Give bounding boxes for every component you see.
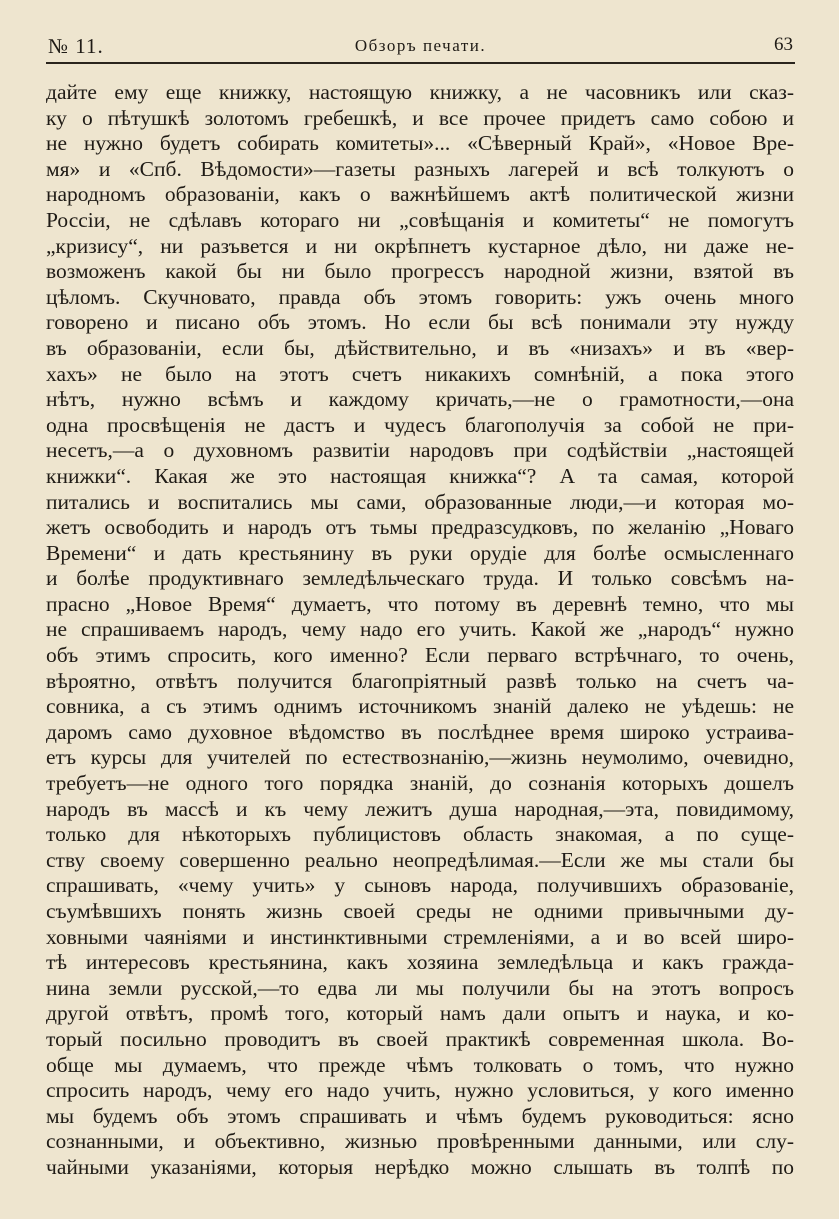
text-line: Времени“ и дать крестьянину въ руки орудіе для болѣе осмысленнаго: [46, 540, 794, 565]
text-line: совника, а съ этимъ однимъ источникомъ знаній далеко не уѣдешь: не: [46, 694, 794, 719]
text-line: съумѣвшихъ понять жизнь своей среды не одними привычными ду-: [46, 899, 794, 923]
text-line: и болѣе продуктивнаго земледѣльческаго труда. И только совсѣмъ на-: [46, 566, 794, 591]
text-line: народномъ образованіи, какъ о важнѣйшемъ актѣ политической жизни: [46, 182, 794, 207]
text-line: другой отвѣтъ, промѣ того, который намъ дали опытъ и наука, и ко-: [46, 1001, 794, 1026]
text-line: питались и воспитались мы сами, образованные люди,—и которая мо-: [46, 489, 794, 514]
body-text: [46, 80, 794, 1181]
text-line: торый посильно проводитъ въ своей практикѣ современная школа. Во-: [46, 1026, 794, 1051]
text-line: въ образованіи, если бы, дѣйствительно, и въ «низахъ» и въ «вер-: [46, 335, 794, 360]
text-line: нина земли русской,—то едва ли мы получили бы на этотъ вопросъ: [46, 975, 794, 1000]
text-line: мы будемъ объ этомъ спрашивать и чѣмъ будемъ руководиться: ясно: [46, 1103, 794, 1128]
header-rule: [46, 62, 795, 64]
text-line: цѣломъ. Скучновато, правда объ этомъ говорить: ужъ очень много: [46, 284, 794, 309]
page-number: 63: [774, 34, 793, 55]
text-line: хахъ» не было на этотъ счетъ никакихъ сомнѣній, а пока этого: [46, 361, 794, 386]
text-line: объ этимъ спросить, кого именно? Если перваго встрѣчнаго, то очень,: [46, 643, 794, 668]
text-line: несетъ,—а о духовномъ развитіи народовъ при содѣйствіи „настоящей: [46, 438, 794, 463]
text-line: дайте ему еще книжку, настоящую книжку, а не часовникъ или сказ-: [46, 80, 794, 104]
text-line: прасно „Новое Время“ думаетъ, что потому въ деревнѣ темно, что мы: [46, 591, 794, 616]
text-line: ку о пѣтушкѣ золотомъ гребешкѣ, и все прочее придетъ само собою и: [46, 105, 794, 130]
text-line: только для нѣкоторыхъ публицистовъ область знакомая, а по суще-: [46, 822, 794, 847]
text-line: етъ курсы для учителей по естествознанію,—жизнь неумолимо, очевидно,: [46, 745, 794, 770]
text-line: обще мы думаемъ, что прежде чѣмъ толковать о томъ, что нужно: [46, 1052, 794, 1077]
text-line: чайными указаніями, которыя нерѣдко можно слышать въ толпѣ по: [46, 1154, 794, 1179]
text-line: не спрашиваемъ народъ, чему надо его учить. Какой же „народъ“ нужно: [46, 617, 794, 642]
page-header: [46, 30, 795, 62]
text-line: говорено и писано объ этомъ. Но если бы всѣ понимали эту нужду: [46, 310, 794, 335]
text-line: спрашивать, «чему учить» у сыновъ народа, получившихъ образованіе,: [46, 873, 794, 898]
text-line: спросить народъ, чему его надо учить, нужно условиться, у кого именно: [46, 1078, 794, 1103]
text-line: тѣ интересовъ крестьянина, какъ хозяина земледѣльца и какъ гражда-: [46, 950, 794, 975]
text-line: народъ въ массѣ и къ чему лежитъ душа народная,—эта, повидимому,: [46, 796, 794, 821]
text-line: жетъ освободить и народъ отъ тьмы предразсудковъ, по желанію „Новаго: [46, 515, 794, 540]
text-line: вѣроятно, отвѣтъ получится благопріятный развѣ только на счетъ ча-: [46, 668, 794, 693]
text-line: нѣтъ, нужно всѣмъ и каждому кричать,—не о грамотности,—она: [46, 387, 794, 412]
text-line: ховными чаяніями и инстинктивными стремленіями, а и во всей широ-: [46, 924, 794, 949]
text-line: требуетъ—не одного того порядка знаній, до сознанія которыхъ дошелъ: [46, 771, 794, 796]
text-line: „кризису“, ни разъвется и ни окрѣпнетъ кустарное дѣло, ни даже не-: [46, 233, 794, 258]
issue-number: № 11.: [48, 34, 104, 58]
text-line: ству своему совершенно реально неопредѣлимая.—Если же мы стали бы: [46, 847, 794, 872]
text-line: сознанными, и объективно, жизнью провѣренными данными, или слу-: [46, 1129, 794, 1154]
text-line: даромъ само духовное вѣдомство въ послѣднее время широко устраива-: [46, 719, 794, 744]
text-line: не нужно будетъ собирать комитеты»... «Сѣверный Край», «Новое Вре-: [46, 131, 794, 156]
text-line: книжки“. Какая же это настоящая книжка“? А та самая, которой: [46, 463, 794, 488]
running-title: Обзоръ печати.: [354, 36, 487, 55]
text-line: мя» и «Спб. Вѣдомости»—газеты разныхъ лагерей и всѣ толкуютъ о: [46, 156, 794, 181]
text-line: возможенъ какой бы ни было прогрессъ народной жизни, взятой въ: [46, 259, 794, 284]
text-line: одна просвѣщенія не дастъ и чудесъ благополучія за собой не при-: [46, 412, 794, 437]
text-line: Россіи, не сдѣлавъ котораго ни „совѣщанія и комитеты“ не помогутъ: [46, 207, 794, 232]
